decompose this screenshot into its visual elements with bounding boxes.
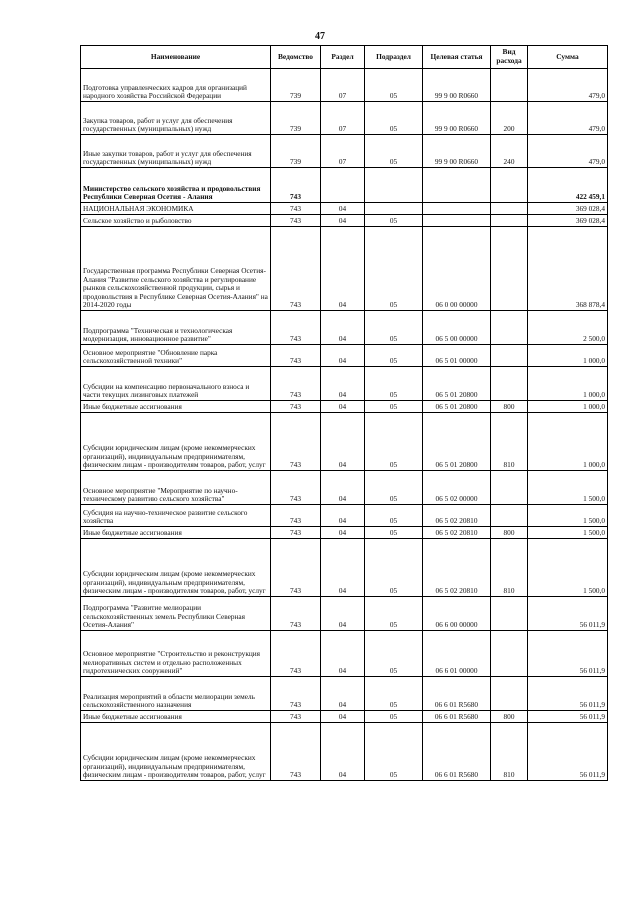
row-department: 743 xyxy=(271,227,321,311)
row-name: Основное мероприятие "Строительство и реконструкция мелиоративных систем и отдельно расположенных гидротехнических сооружений" xyxy=(81,631,271,677)
row-name: Субсидии юридическим лицам (кроме некоммерческих организаций), индивидуальным предпринимателям, физическим лицам - производителям товаров, работ, услуг xyxy=(81,413,271,471)
table-row xyxy=(81,597,608,631)
row-target-article: 06 6 01 00000 xyxy=(423,631,491,677)
row-amount: 422 459,1 xyxy=(528,168,608,203)
row-amount: 1 000,0 xyxy=(528,401,608,413)
table-row xyxy=(81,413,608,471)
row-expense-type: 810 xyxy=(491,413,528,471)
table-row xyxy=(81,69,608,102)
row-department: 743 xyxy=(271,505,321,527)
row-expense-type: 810 xyxy=(491,539,528,597)
page-number: 47 xyxy=(315,31,325,42)
row-target-article: 06 5 02 20810 xyxy=(423,527,491,539)
row-target-article: 06 5 01 20800 xyxy=(423,367,491,401)
row-amount: 56 011,9 xyxy=(528,631,608,677)
row-name: Субсидия на научно-техническое развитие сельского хозяйства xyxy=(81,505,271,527)
row-subsection xyxy=(365,203,423,215)
row-department: 743 xyxy=(271,311,321,345)
row-expense-type xyxy=(491,677,528,711)
row-amount: 56 011,9 xyxy=(528,723,608,781)
row-department: 743 xyxy=(271,203,321,215)
row-subsection: 05 xyxy=(365,311,423,345)
row-expense-type xyxy=(491,227,528,311)
row-expense-type: 800 xyxy=(491,527,528,539)
row-subsection xyxy=(365,168,423,203)
row-name: Иные бюджетные ассигнования xyxy=(81,401,271,413)
row-department: 743 xyxy=(271,677,321,711)
row-department: 743 xyxy=(271,471,321,505)
header-row xyxy=(81,46,608,69)
row-target-article xyxy=(423,215,491,227)
budget-table xyxy=(80,45,608,781)
row-name: Подпрограмма "Развитие мелиорации сельскохозяйственных земель Республики Северная Осетия-Алания" xyxy=(81,597,271,631)
row-target-article xyxy=(423,168,491,203)
row-section: 04 xyxy=(321,227,365,311)
row-target-article xyxy=(423,203,491,215)
row-amount: 1 000,0 xyxy=(528,345,608,367)
row-department: 743 xyxy=(271,413,321,471)
row-section: 04 xyxy=(321,597,365,631)
row-expense-type xyxy=(491,345,528,367)
table-row xyxy=(81,345,608,367)
row-subsection: 05 xyxy=(365,227,423,311)
row-expense-type xyxy=(491,203,528,215)
table-row xyxy=(81,168,608,203)
row-subsection: 05 xyxy=(365,539,423,597)
row-expense-type xyxy=(491,168,528,203)
header-expense-type: Вид расхода xyxy=(491,46,528,69)
header-name: Наименование xyxy=(81,46,271,69)
row-target-article: 06 6 01 R5680 xyxy=(423,723,491,781)
row-subsection: 05 xyxy=(365,711,423,723)
row-target-article: 06 5 01 20800 xyxy=(423,413,491,471)
row-subsection: 05 xyxy=(365,471,423,505)
row-target-article: 06 5 00 00000 xyxy=(423,311,491,345)
row-subsection: 05 xyxy=(365,723,423,781)
row-expense-type xyxy=(491,311,528,345)
row-target-article: 06 6 00 00000 xyxy=(423,597,491,631)
row-department: 743 xyxy=(271,345,321,367)
row-amount: 1 000,0 xyxy=(528,367,608,401)
row-target-article: 06 5 02 00000 xyxy=(423,471,491,505)
row-amount: 369 028,4 xyxy=(528,215,608,227)
row-department: 739 xyxy=(271,69,321,102)
row-expense-type xyxy=(491,69,528,102)
table-row xyxy=(81,631,608,677)
row-section: 07 xyxy=(321,102,365,135)
row-section: 04 xyxy=(321,203,365,215)
row-target-article: 06 0 00 00000 xyxy=(423,227,491,311)
table-row xyxy=(81,505,608,527)
row-target-article: 99 9 00 R0660 xyxy=(423,69,491,102)
row-expense-type xyxy=(491,505,528,527)
row-name: Субсидии на компенсацию первоначального взноса и части текущих лизинговых платежей xyxy=(81,367,271,401)
row-expense-type xyxy=(491,471,528,505)
row-target-article: 06 5 01 00000 xyxy=(423,345,491,367)
row-expense-type: 200 xyxy=(491,102,528,135)
row-section: 07 xyxy=(321,69,365,102)
row-subsection: 05 xyxy=(365,527,423,539)
row-name: Иные бюджетные ассигнования xyxy=(81,711,271,723)
row-subsection: 05 xyxy=(365,505,423,527)
row-amount: 56 011,9 xyxy=(528,711,608,723)
row-department: 743 xyxy=(271,631,321,677)
row-expense-type: 800 xyxy=(491,401,528,413)
row-name: НАЦИОНАЛЬНАЯ ЭКОНОМИКА xyxy=(81,203,271,215)
row-amount: 479,0 xyxy=(528,69,608,102)
table-row xyxy=(81,539,608,597)
row-target-article: 06 5 01 20800 xyxy=(423,401,491,413)
row-section: 04 xyxy=(321,505,365,527)
row-target-article: 06 5 02 20810 xyxy=(423,505,491,527)
row-section: 04 xyxy=(321,723,365,781)
row-name: Иные бюджетные ассигнования xyxy=(81,527,271,539)
row-target-article: 99 9 00 R0660 xyxy=(423,102,491,135)
row-subsection: 05 xyxy=(365,102,423,135)
row-expense-type: 240 xyxy=(491,135,528,168)
row-section: 04 xyxy=(321,471,365,505)
table-row xyxy=(81,367,608,401)
row-name: Государственная программа Республики Северная Осетия-Алания "Развитие сельского хозяйства и регулирование рынков сельскохозяйственной продукции, сырья и продовольствия в Республике Северная Осетия-Алания" на 2014-2020 годы xyxy=(81,227,271,311)
row-expense-type: 800 xyxy=(491,711,528,723)
row-amount: 1 500,0 xyxy=(528,471,608,505)
row-subsection: 05 xyxy=(365,367,423,401)
row-name: Основное мероприятие "Обновление парка сельскохозяйственной техники" xyxy=(81,345,271,367)
row-target-article: 06 6 01 R5680 xyxy=(423,711,491,723)
row-amount: 368 878,4 xyxy=(528,227,608,311)
row-name: Сельское хозяйство и рыболовство xyxy=(81,215,271,227)
row-name: Закупка товаров, работ и услуг для обеспечения государственных (муниципальных) нужд xyxy=(81,102,271,135)
row-section: 07 xyxy=(321,135,365,168)
row-department: 743 xyxy=(271,597,321,631)
table-row xyxy=(81,102,608,135)
row-section xyxy=(321,168,365,203)
row-section: 04 xyxy=(321,677,365,711)
row-amount: 1 500,0 xyxy=(528,505,608,527)
table-row xyxy=(81,401,608,413)
row-name: Субсидии юридическим лицам (кроме некоммерческих организаций), индивидуальным предпринимателям, физическим лицам - производителям товаров, работ, услуг xyxy=(81,723,271,781)
row-name: Министерство сельского хозяйства и продовольствия Республики Северная Осетия - Алания xyxy=(81,168,271,203)
row-section: 04 xyxy=(321,345,365,367)
row-subsection: 05 xyxy=(365,401,423,413)
row-expense-type xyxy=(491,631,528,677)
row-section: 04 xyxy=(321,631,365,677)
row-subsection: 05 xyxy=(365,215,423,227)
row-amount: 479,0 xyxy=(528,102,608,135)
row-amount: 2 500,0 xyxy=(528,311,608,345)
row-amount: 1 500,0 xyxy=(528,539,608,597)
row-subsection: 05 xyxy=(365,413,423,471)
row-expense-type xyxy=(491,215,528,227)
row-amount: 56 011,9 xyxy=(528,597,608,631)
table-row xyxy=(81,227,608,311)
header-section: Раздел xyxy=(321,46,365,69)
row-expense-type: 810 xyxy=(491,723,528,781)
row-department: 743 xyxy=(271,539,321,597)
row-amount: 479,0 xyxy=(528,135,608,168)
row-target-article: 06 5 02 20810 xyxy=(423,539,491,597)
row-department: 743 xyxy=(271,711,321,723)
row-department: 739 xyxy=(271,135,321,168)
table-row xyxy=(81,677,608,711)
row-expense-type xyxy=(491,367,528,401)
row-section: 04 xyxy=(321,527,365,539)
row-subsection: 05 xyxy=(365,677,423,711)
row-name: Основное мероприятие "Мероприятие по научно-техническому развитию сельского хозяйства" xyxy=(81,471,271,505)
row-department: 743 xyxy=(271,215,321,227)
row-subsection: 05 xyxy=(365,135,423,168)
row-target-article: 99 9 00 R0660 xyxy=(423,135,491,168)
row-subsection: 05 xyxy=(365,345,423,367)
table-row xyxy=(81,471,608,505)
row-amount: 56 011,9 xyxy=(528,677,608,711)
row-section: 04 xyxy=(321,413,365,471)
row-department: 743 xyxy=(271,527,321,539)
row-subsection: 05 xyxy=(365,631,423,677)
table-row xyxy=(81,215,608,227)
row-department: 743 xyxy=(271,168,321,203)
table-row xyxy=(81,723,608,781)
row-amount: 1 500,0 xyxy=(528,527,608,539)
row-name: Иные закупки товаров, работ и услуг для обеспечения государственных (муниципальных) нужд xyxy=(81,135,271,168)
header-target-article: Целевая статья xyxy=(423,46,491,69)
row-subsection: 05 xyxy=(365,597,423,631)
row-subsection: 05 xyxy=(365,69,423,102)
row-amount: 1 000,0 xyxy=(528,413,608,471)
row-name: Реализация мероприятий в области мелиорации земель сельскохозяйственного назначения xyxy=(81,677,271,711)
row-department: 743 xyxy=(271,367,321,401)
row-department: 739 xyxy=(271,102,321,135)
table-row xyxy=(81,711,608,723)
row-section: 04 xyxy=(321,401,365,413)
row-section: 04 xyxy=(321,215,365,227)
table-row xyxy=(81,203,608,215)
header-subsection: Подраздел xyxy=(365,46,423,69)
row-name: Подпрограмма "Техническая и технологическая модернизация, инновационное развитие" xyxy=(81,311,271,345)
table-row xyxy=(81,527,608,539)
row-section: 04 xyxy=(321,711,365,723)
row-amount: 369 028,4 xyxy=(528,203,608,215)
row-name: Подготовка управленческих кадров для организаций народного хозяйства Российской Федерации xyxy=(81,69,271,102)
table-row xyxy=(81,311,608,345)
row-expense-type xyxy=(491,597,528,631)
table-row xyxy=(81,135,608,168)
row-target-article: 06 6 01 R5680 xyxy=(423,677,491,711)
row-section: 04 xyxy=(321,311,365,345)
row-department: 743 xyxy=(271,401,321,413)
row-department: 743 xyxy=(271,723,321,781)
header-department: Ведомство xyxy=(271,46,321,69)
header-amount: Сумма xyxy=(528,46,608,69)
row-name: Субсидии юридическим лицам (кроме некоммерческих организаций), индивидуальным предпринимателям, физическим лицам - производителям товаров, работ, услуг xyxy=(81,539,271,597)
row-section: 04 xyxy=(321,539,365,597)
row-section: 04 xyxy=(321,367,365,401)
